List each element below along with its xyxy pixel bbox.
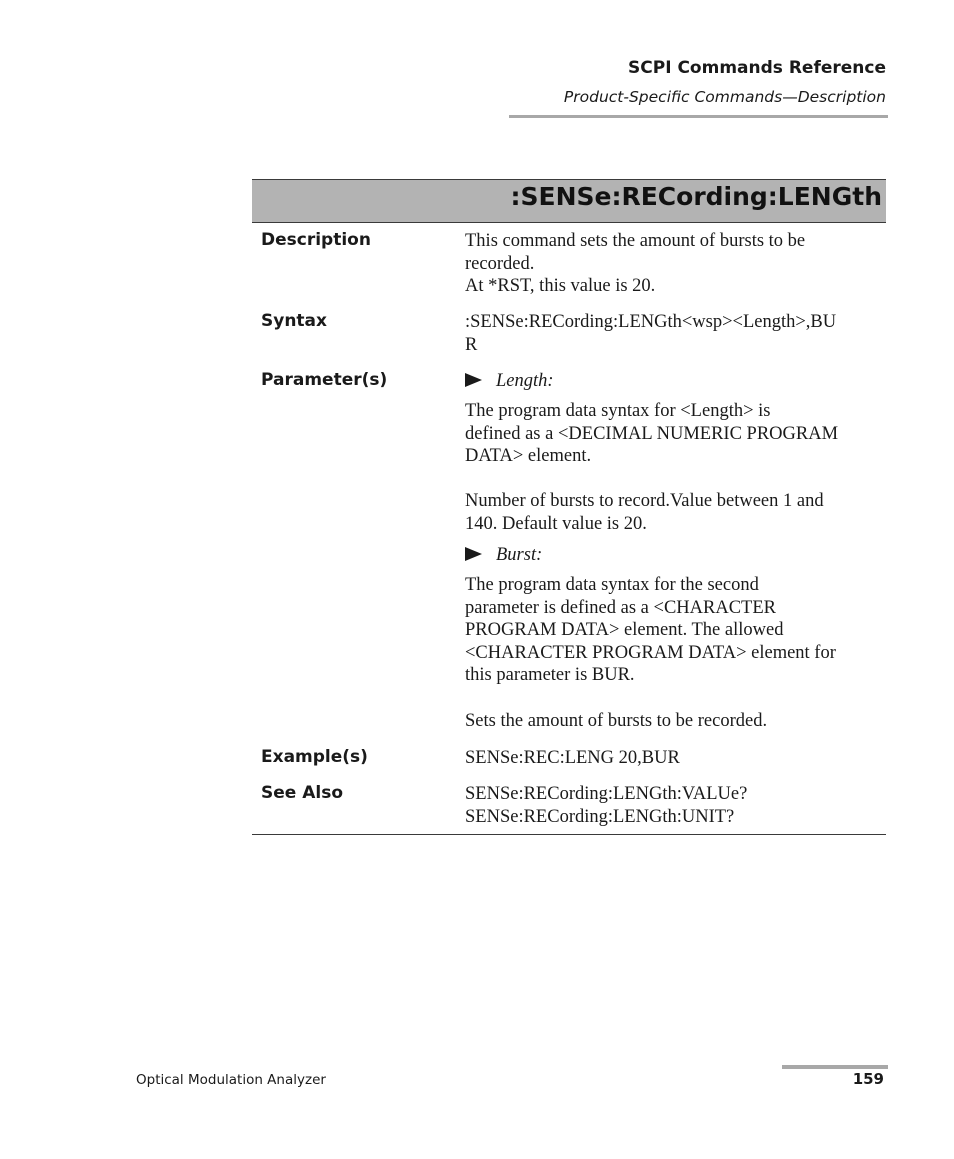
header-title: SCPI Commands Reference (628, 58, 886, 78)
header-subtitle: Product-Specific Commands—Description (563, 88, 886, 106)
command-title: :SENSe:RECording:LENGth (510, 182, 882, 211)
command-title-box (252, 179, 886, 223)
parameters-label: Parameter(s) (261, 370, 388, 390)
examples-text: SENSe:REC:LENG 20,BUR (465, 748, 680, 768)
page-number: 159 (852, 1070, 884, 1088)
parameter-name-length: Length: (496, 371, 554, 391)
see-also-text: SENSe:RECording:LENGth:VALUe? SENSe:RECording:LENGth:UNIT? (465, 784, 748, 827)
header-rule (509, 115, 888, 118)
parameter-bullet-burst (465, 544, 542, 567)
syntax-text: :SENSe:RECording:LENGth<wsp><Length>,BU R (465, 312, 837, 355)
see-also-label: See Also (261, 783, 344, 803)
parameter-name-burst: Burst: (496, 545, 543, 565)
examples-label: Example(s) (261, 747, 368, 767)
description-label: Description (261, 230, 371, 250)
parameter-length-text: The program data syntax for <Length> is defined as a <DECIMAL NUMERIC PROGRAM DATA> element. Number of bursts to record.Value between 1 and 140. Default value is 20. (465, 401, 839, 534)
syntax-label: Syntax (261, 311, 327, 331)
table-bottom-rule (252, 834, 886, 835)
footer-rule (782, 1065, 888, 1069)
arrow-bullet-icon (465, 373, 482, 387)
description-text: This command sets the amount of bursts to be recorded. At *RST, this value is 20. (465, 231, 806, 297)
footer-product-name: Optical Modulation Analyzer (136, 1072, 326, 1088)
arrow-bullet-icon (465, 547, 482, 561)
parameter-bullet-length (465, 370, 554, 393)
parameter-burst-text: The program data syntax for the second parameter is defined as a <CHARACTER PROGRAM DATA> element. The allowed <CHARACTER PROGRAM DATA> element for this parameter is BUR. Sets the amount of bursts to be recorded. (465, 575, 836, 731)
